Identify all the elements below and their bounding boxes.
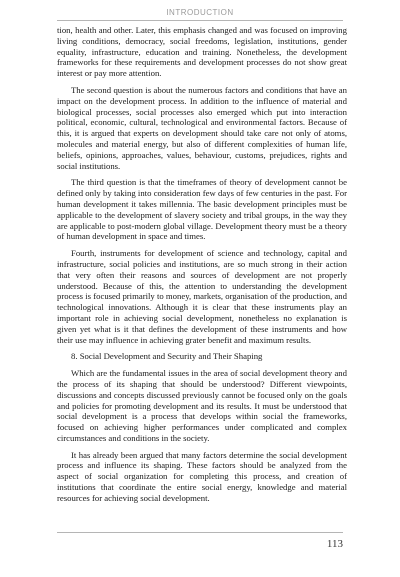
paragraph-fourth-instruments: Fourth, instruments for development of science and technology, capital and infrastructure, social policies and institutions, are so much strong in their action that very often their reasons and sources of development are not properly understood. Because of this, the attention to understanding the development process is focused primarily to money, markets, organisation of the production, and technological innovations. Although it is clear that these instruments play an important role in achieving social development, nonetheless no explanation is given yet what is it that defines the development of these instruments and how their use may influence in achieving grater benefit and maximum results.	[57, 248, 347, 345]
body-text	[57, 25, 347, 510]
paragraph-fundamental-issues: Which are the fundamental issues in the area of social development theory and the process of its shaping that should be understood? Different viewpoints, discussions and concepts discussed previously cannot be focused only on the goals and policies for promoting development and its results. It must be understood that social development is a process that develops within social the frameworks, focused on achieving higher performances under complicated and complex circumstances and conditions in the society.	[57, 368, 347, 443]
footer-rule	[57, 532, 343, 533]
section-heading: 8. Social Development and Security and Their Shaping	[71, 351, 263, 362]
running-head: INTRODUCTION	[166, 8, 234, 17]
page-number: 113	[326, 538, 343, 550]
paragraph-factors: It has already been argued that many factors determine the social development process and influence its shaping. These factors should be analyzed from the aspect of social organization for completing this process, and creation of institutions that coordinate the entire social energy, knowledge and material resources for achieving social development.	[57, 449, 347, 503]
paragraph-third-question: The third question is that the timeframes of theory of development cannot be defined only by taking into consideration few days of few centuries in the past. For human development it takes millennia. The basic development principles must be applicable to the development of slavery society and tribal groups, in the way they are applicable to post-modern global village. Development theory must be a theory of human development in space and times.	[57, 177, 347, 242]
header-rule	[57, 20, 343, 21]
paragraph-second-question: The second question is about the numerous factors and conditions that have an impact on the development process. In addition to the influence of material and biological processes, social processes also emerged which put into interaction political, economic, cultural, technological and environmental factors. Because of this, it is argued that experts on development should take care not only of atoms, molecules and material energy, but also of different complexities of human life, beliefs, opinions, approaches, values, behaviour, customs, prejudices, rights and social institutions.	[57, 84, 347, 171]
paragraph-continuation: tion, health and other. Later, this emphasis changed and was focused on improving living conditions, democracy, social freedoms, legislation, institutions, gender equality, infrastructure, education and training. Nonetheless, the development frameworks for these requirements and development processes do not show great interest or pay more attention.	[57, 25, 347, 79]
